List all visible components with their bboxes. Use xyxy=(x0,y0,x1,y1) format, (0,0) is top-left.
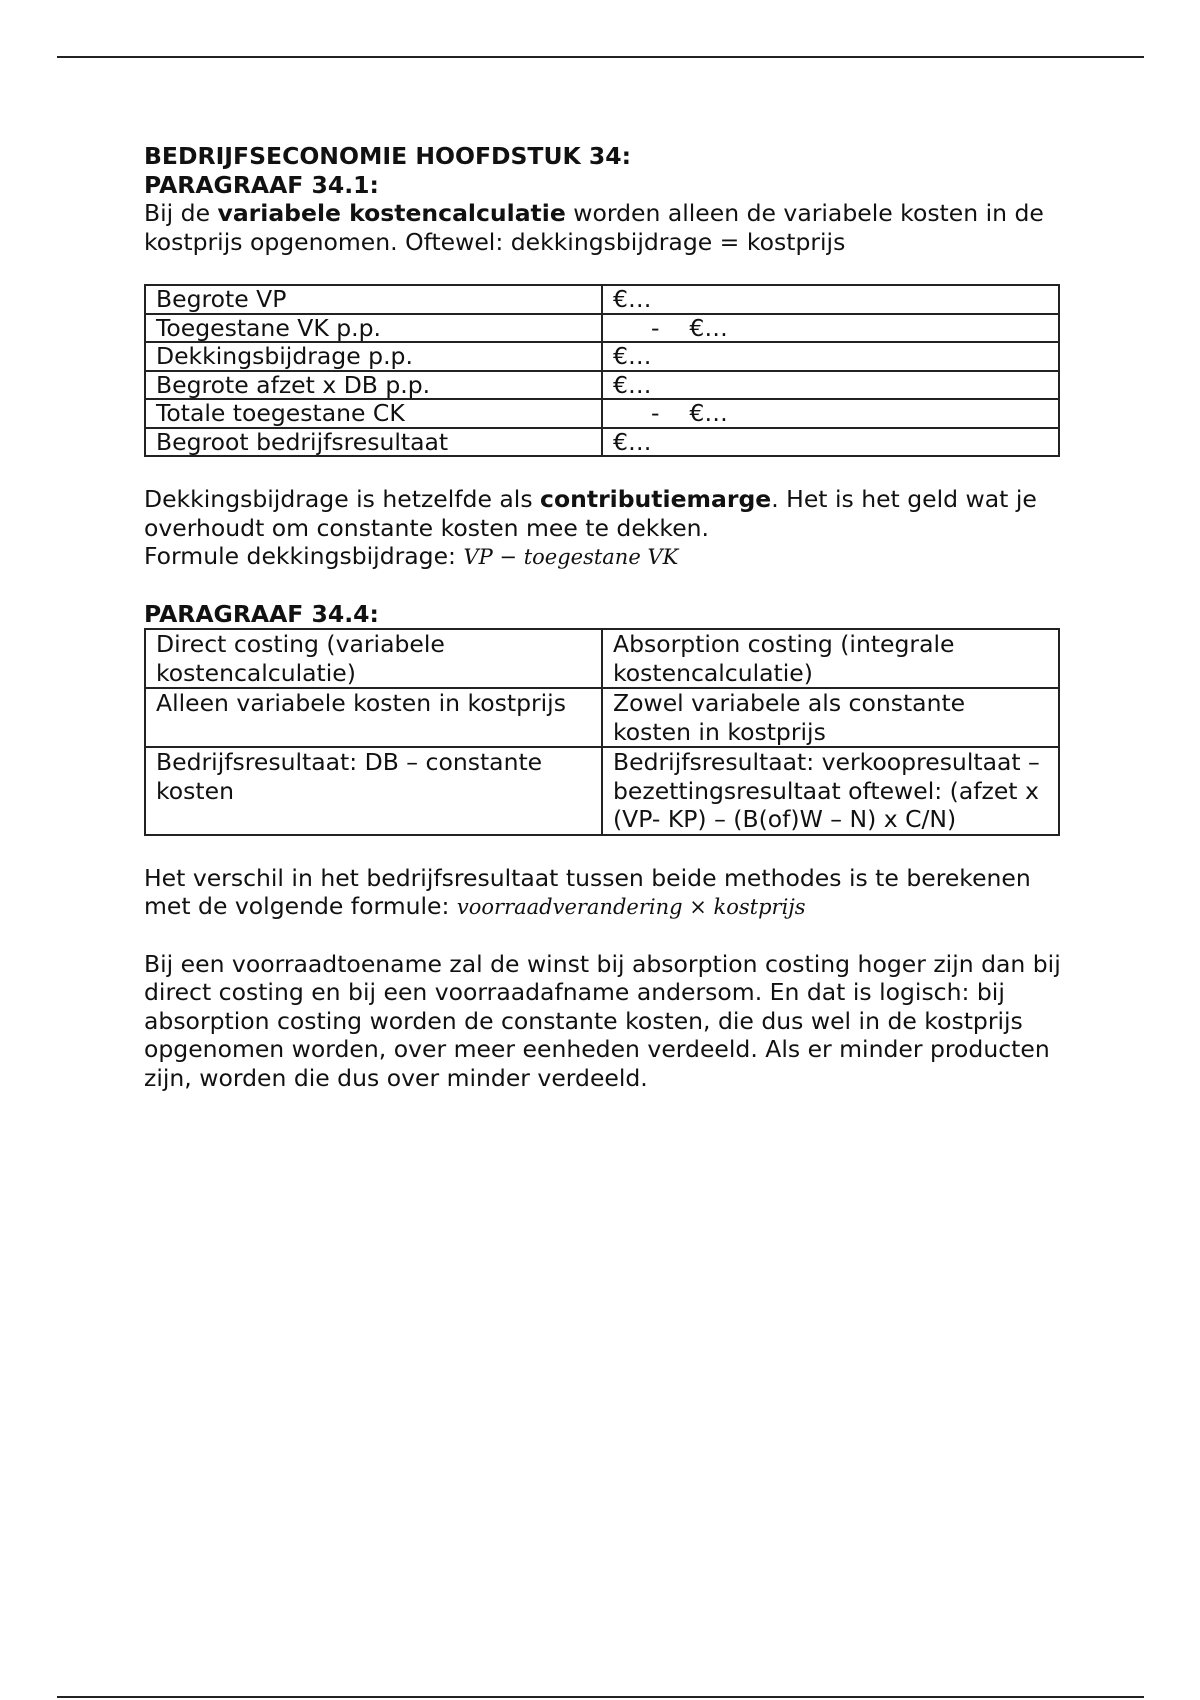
intro-text-end: worden alleen de variabele kosten in de kostprijs opgenomen. Oftewel: dekkingsbijdrage = kostprijs xyxy=(144,199,1044,256)
formula-db: VP − toegestane VK xyxy=(463,545,679,569)
intro-paragraph xyxy=(144,199,1064,256)
row-value: €… xyxy=(602,428,1059,457)
document-title: BEDRIJFSECONOMIE HOOFDSTUK 34: xyxy=(144,142,632,170)
table-row xyxy=(145,399,1059,428)
row-value: - €… xyxy=(602,399,1059,428)
calculation-table xyxy=(144,284,1060,457)
table-row xyxy=(145,314,1059,343)
section-heading-34-4: PARAGRAAF 34.4: xyxy=(144,599,379,628)
table-row xyxy=(145,629,1059,688)
comparison-table xyxy=(144,628,1060,836)
row-label: Begrote VP xyxy=(145,285,602,314)
intro-text-start: Bij de xyxy=(144,199,218,227)
table-row xyxy=(145,342,1059,371)
row-label: Toegestane VK p.p. xyxy=(145,314,602,343)
difference-paragraph: Het verschil in het bedrijfsresultaat tussen beide methodes is te berekenen met de volgende formule: voorraadverandering × kostprijs xyxy=(144,863,1031,920)
row-label: Begroot bedrijfsresultaat xyxy=(145,428,602,457)
table-row xyxy=(145,747,1059,835)
row-value: - €… xyxy=(602,314,1059,343)
row-value: €… xyxy=(602,342,1059,371)
row-value: €… xyxy=(602,285,1059,314)
row-label: Begrote afzet x DB p.p. xyxy=(145,371,602,400)
table-cell: Direct costing (variabele kostencalculatie) xyxy=(145,629,602,688)
table-cell: Alleen variabele kosten in kostprijs xyxy=(145,688,602,747)
row-label: Dekkingsbijdrage p.p. xyxy=(145,342,602,371)
row-value: €… xyxy=(602,371,1059,400)
contribution-margin-term: contributiemarge xyxy=(540,485,772,513)
formula-difference: voorraadverandering × kostprijs xyxy=(456,895,806,919)
table-cell: Absorption costing (integrale kostencalculatie) xyxy=(602,629,1059,688)
table-cell: Bedrijfsresultaat: verkoopresultaat – bezettingsresultaat oftewel: (afzet x (VP- KP) – (B(of)W – N) x C/N) xyxy=(602,747,1059,835)
formula-line: Formule dekkingsbijdrage: VP − toegestane VK xyxy=(144,542,679,570)
row-label: Totale toegestane CK xyxy=(145,399,602,428)
contribution-margin-paragraph: Dekkingsbijdrage is hetzelfde als contributiemarge. Het is het geld wat je overhoudt om constante kosten mee te dekken. xyxy=(144,485,1037,542)
document-body xyxy=(144,142,1064,1092)
footer-rule xyxy=(57,1696,1144,1698)
table-row xyxy=(145,371,1059,400)
section-heading-34-1: PARAGRAAF 34.1: xyxy=(144,170,379,199)
table-cell: Bedrijfsresultaat: DB – constante kosten xyxy=(145,747,602,835)
table-row xyxy=(145,688,1059,747)
intro-bold-term: variabele kostencalculatie xyxy=(217,199,566,227)
header-rule xyxy=(57,56,1144,58)
closing-paragraph: Bij een voorraadtoename zal de winst bij absorption costing hoger zijn dan bij direct costing en bij een voorraadafname andersom. En dat is logisch: bij absorption costing worden de constante kosten, die dus wel in de kostprijs opgenomen worden, over meer eenheden verdeeld. Als er minder producten zijn, worden die dus over minder verdeeld. xyxy=(144,949,1061,1092)
table-row xyxy=(145,428,1059,457)
table-cell: Zowel variabele als constante kosten in kostprijs xyxy=(602,688,1059,747)
table-row xyxy=(145,285,1059,314)
